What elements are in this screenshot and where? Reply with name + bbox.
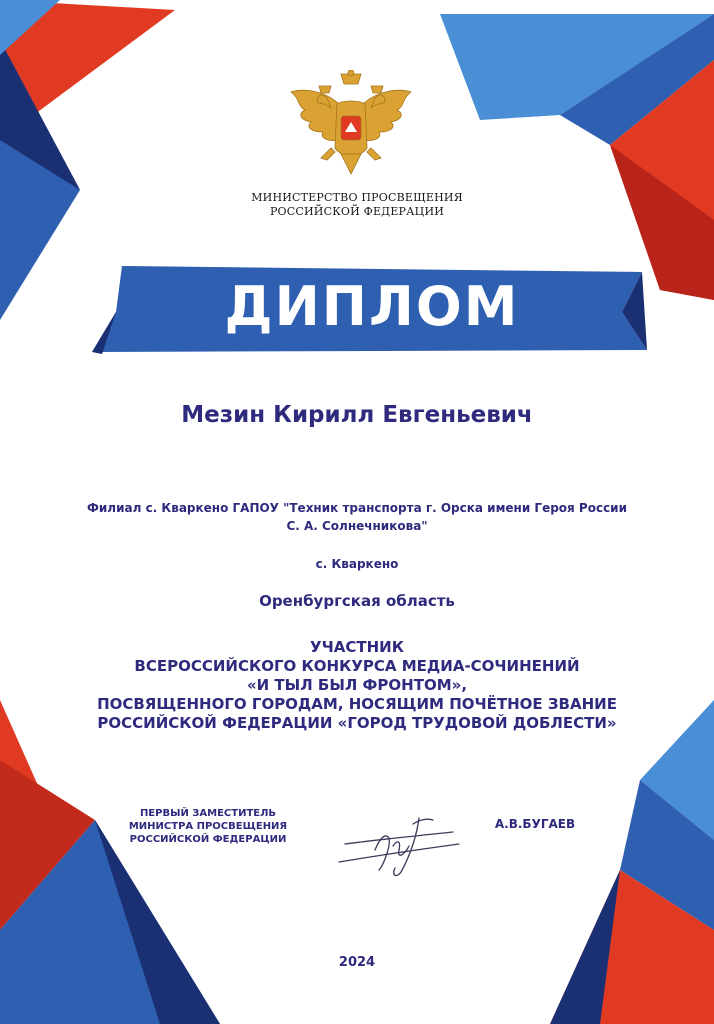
award-line-5: РОССИЙСКОЙ ФЕДЕРАЦИИ «ГОРОД ТРУДОВОЙ ДОБЛЕСТИ» xyxy=(97,714,617,732)
position-line-1: ПЕРВЫЙ ЗАМЕСТИТЕЛЬ xyxy=(139,808,277,819)
village: с. Кваркено xyxy=(315,557,399,571)
ministry-line-2: РОССИЙСКОЙ ФЕДЕРАЦИИ xyxy=(269,205,445,218)
signatory-position xyxy=(88,807,328,846)
signatory-name: А.В.БУГАЕВ xyxy=(494,817,576,831)
double-headed-eagle-emblem xyxy=(287,70,415,182)
position-line-3: РОССИЙСКОЙ ФЕДЕРАЦИИ xyxy=(129,834,287,845)
year: 2024 xyxy=(338,955,376,970)
handwritten-signature xyxy=(335,810,465,882)
diploma-title: ДИПЛОМ xyxy=(224,275,520,338)
organization-line-1: Филиал с. Кваркено ГАПОУ "Техник транспорта г. Орска имени Героя России xyxy=(87,501,627,515)
award-line-3: «И ТЫЛ БЫЛ ФРОНТОМ», xyxy=(246,676,468,694)
position-line-2: МИНИСТРА ПРОСВЕЩЕНИЯ xyxy=(128,821,288,832)
award-text xyxy=(0,638,714,733)
recipient-name: Мезин Кирилл Евгеньевич xyxy=(181,402,533,428)
region: Оренбургская область xyxy=(259,592,455,610)
ministry-name xyxy=(0,191,714,219)
ministry-line-1: МИНИСТЕРСТВО ПРОСВЕЩЕНИЯ xyxy=(251,191,463,204)
organization xyxy=(0,499,714,535)
award-line-4: ПОСВЯЩЕННОГО ГОРОДАМ, НОСЯЩИМ ПОЧЁТНОЕ ЗВАНИЕ xyxy=(97,695,617,713)
award-line-1: УЧАСТНИК xyxy=(310,638,404,656)
award-line-2: ВСЕРОССИЙСКОГО КОНКУРСА МЕДИА-СОЧИНЕНИЙ xyxy=(134,657,580,675)
organization-line-2: С. А. Солнечникова" xyxy=(286,519,428,533)
